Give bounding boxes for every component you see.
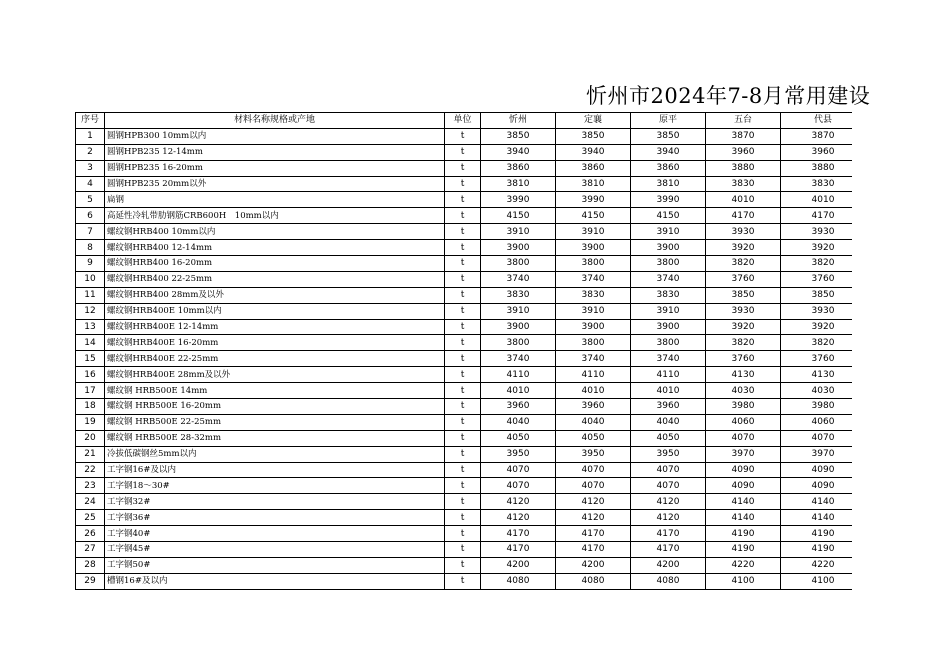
row-price-daixian: 3850 <box>781 287 853 303</box>
row-material-name: 圆钢HPB300 10mm以内 <box>105 128 445 144</box>
row-unit: t <box>445 414 481 430</box>
header-wutai: 五台 <box>706 113 781 129</box>
row-unit: t <box>445 351 481 367</box>
row-unit: t <box>445 319 481 335</box>
row-seq: 22 <box>76 462 105 478</box>
row-price-dingxiang: 4070 <box>556 462 631 478</box>
table-row <box>76 383 853 399</box>
row-seq: 19 <box>76 414 105 430</box>
row-price-yuanping: 4010 <box>631 383 706 399</box>
row-price-dingxiang: 3910 <box>556 303 631 319</box>
row-price-daixian: 4090 <box>781 478 853 494</box>
row-unit: t <box>445 367 481 383</box>
row-price-wutai: 4130 <box>706 367 781 383</box>
table-row <box>76 287 853 303</box>
row-seq: 24 <box>76 494 105 510</box>
row-price-wutai: 3920 <box>706 319 781 335</box>
row-price-xinzhou: 4050 <box>481 430 556 446</box>
row-price-dingxiang: 3900 <box>556 319 631 335</box>
row-price-dingxiang: 3740 <box>556 351 631 367</box>
row-price-yuanping: 4110 <box>631 367 706 383</box>
row-seq: 8 <box>76 240 105 256</box>
row-price-daixian: 3820 <box>781 256 853 272</box>
row-price-dingxiang: 4050 <box>556 430 631 446</box>
row-price-xinzhou: 3910 <box>481 303 556 319</box>
row-price-dingxiang: 3740 <box>556 271 631 287</box>
row-price-yuanping: 3740 <box>631 271 706 287</box>
row-price-wutai: 4190 <box>706 526 781 542</box>
row-price-daixian: 4130 <box>781 367 853 383</box>
table-row <box>76 192 853 208</box>
row-price-xinzhou: 3950 <box>481 446 556 462</box>
table-row <box>76 303 853 319</box>
row-price-wutai: 3980 <box>706 399 781 415</box>
table-row <box>76 446 853 462</box>
row-price-dingxiang: 4120 <box>556 510 631 526</box>
row-material-name: 工字钢50# <box>105 557 445 573</box>
row-price-daixian: 3760 <box>781 271 853 287</box>
row-price-daixian: 4030 <box>781 383 853 399</box>
row-price-xinzhou: 3800 <box>481 256 556 272</box>
row-price-daixian: 3980 <box>781 399 853 415</box>
row-price-yuanping: 4080 <box>631 573 706 589</box>
row-price-wutai: 3820 <box>706 256 781 272</box>
row-seq: 4 <box>76 176 105 192</box>
row-seq: 5 <box>76 192 105 208</box>
row-material-name: 螺纹钢HRB400E 16-20mm <box>105 335 445 351</box>
row-price-wutai: 3960 <box>706 144 781 160</box>
row-material-name: 螺纹钢HRB400 16-20mm <box>105 256 445 272</box>
row-price-xinzhou: 4200 <box>481 557 556 573</box>
row-price-xinzhou: 3910 <box>481 224 556 240</box>
row-price-dingxiang: 3900 <box>556 240 631 256</box>
row-price-daixian: 3960 <box>781 144 853 160</box>
row-material-name: 螺纹钢HRB400E 12-14mm <box>105 319 445 335</box>
table-row <box>76 335 853 351</box>
row-seq: 9 <box>76 256 105 272</box>
row-material-name: 螺纹钢HRB400 12-14mm <box>105 240 445 256</box>
row-price-dingxiang: 3950 <box>556 446 631 462</box>
row-unit: t <box>445 510 481 526</box>
row-price-wutai: 4140 <box>706 494 781 510</box>
header-daixian: 代县 <box>781 113 853 129</box>
row-material-name: 螺纹钢HRB400E 28mm及以外 <box>105 367 445 383</box>
row-price-xinzhou: 4040 <box>481 414 556 430</box>
row-material-name: 圆钢HPB235 16-20mm <box>105 160 445 176</box>
row-price-yuanping: 3990 <box>631 192 706 208</box>
row-price-daixian: 4170 <box>781 208 853 224</box>
row-seq: 28 <box>76 557 105 573</box>
row-price-dingxiang: 4150 <box>556 208 631 224</box>
row-unit: t <box>445 256 481 272</box>
row-price-wutai: 4060 <box>706 414 781 430</box>
table-row <box>76 351 853 367</box>
row-price-xinzhou: 3990 <box>481 192 556 208</box>
table-row <box>76 557 853 573</box>
table-row <box>76 224 853 240</box>
row-price-xinzhou: 3810 <box>481 176 556 192</box>
row-price-yuanping: 3960 <box>631 399 706 415</box>
table-row <box>76 399 853 415</box>
row-price-wutai: 3820 <box>706 335 781 351</box>
row-price-xinzhou: 4150 <box>481 208 556 224</box>
row-price-xinzhou: 3740 <box>481 351 556 367</box>
row-price-wutai: 4170 <box>706 208 781 224</box>
header-unit: 单位 <box>445 113 481 129</box>
row-unit: t <box>445 144 481 160</box>
row-price-dingxiang: 4040 <box>556 414 631 430</box>
row-material-name: 螺纹钢 HRB500E 14mm <box>105 383 445 399</box>
row-price-dingxiang: 3830 <box>556 287 631 303</box>
row-seq: 3 <box>76 160 105 176</box>
row-price-dingxiang: 3940 <box>556 144 631 160</box>
row-material-name: 高延性冷轧带肋钢筋CRB600H 10mm以内 <box>105 208 445 224</box>
row-unit: t <box>445 208 481 224</box>
row-price-wutai: 3830 <box>706 176 781 192</box>
row-price-yuanping: 3850 <box>631 128 706 144</box>
row-seq: 1 <box>76 128 105 144</box>
row-seq: 14 <box>76 335 105 351</box>
row-material-name: 螺纹钢HRB400E 22-25mm <box>105 351 445 367</box>
row-unit: t <box>445 526 481 542</box>
row-price-dingxiang: 4170 <box>556 526 631 542</box>
row-price-daixian: 3930 <box>781 303 853 319</box>
row-price-xinzhou: 4120 <box>481 494 556 510</box>
row-price-yuanping: 4170 <box>631 542 706 558</box>
row-unit: t <box>445 160 481 176</box>
row-material-name: 扁钢 <box>105 192 445 208</box>
row-price-daixian: 4220 <box>781 557 853 573</box>
row-unit: t <box>445 271 481 287</box>
row-material-name: 工字钢18～30# <box>105 478 445 494</box>
row-material-name: 圆钢HPB235 20mm以外 <box>105 176 445 192</box>
row-seq: 11 <box>76 287 105 303</box>
row-price-xinzhou: 3740 <box>481 271 556 287</box>
row-price-wutai: 3880 <box>706 160 781 176</box>
row-seq: 13 <box>76 319 105 335</box>
row-price-daixian: 4060 <box>781 414 853 430</box>
row-price-dingxiang: 3810 <box>556 176 631 192</box>
row-seq: 18 <box>76 399 105 415</box>
row-seq: 21 <box>76 446 105 462</box>
row-price-xinzhou: 3960 <box>481 399 556 415</box>
row-price-daixian: 3880 <box>781 160 853 176</box>
table-row <box>76 542 853 558</box>
row-seq: 25 <box>76 510 105 526</box>
row-price-daixian: 4190 <box>781 542 853 558</box>
row-price-yuanping: 3910 <box>631 224 706 240</box>
row-unit: t <box>445 335 481 351</box>
row-material-name: 螺纹钢HRB400 22-25mm <box>105 271 445 287</box>
row-price-wutai: 4220 <box>706 557 781 573</box>
row-price-yuanping: 4040 <box>631 414 706 430</box>
row-price-daixian: 3920 <box>781 240 853 256</box>
row-price-xinzhou: 4170 <box>481 542 556 558</box>
row-seq: 17 <box>76 383 105 399</box>
table-header-row <box>76 113 853 129</box>
table-row <box>76 510 853 526</box>
row-price-yuanping: 4050 <box>631 430 706 446</box>
row-price-xinzhou: 4170 <box>481 526 556 542</box>
row-unit: t <box>445 494 481 510</box>
row-unit: t <box>445 430 481 446</box>
row-price-yuanping: 3900 <box>631 240 706 256</box>
table-row <box>76 256 853 272</box>
table-body <box>76 128 853 589</box>
row-unit: t <box>445 557 481 573</box>
row-price-yuanping: 4120 <box>631 510 706 526</box>
header-xinzhou: 忻州 <box>481 113 556 129</box>
table-row <box>76 144 853 160</box>
row-price-wutai: 4100 <box>706 573 781 589</box>
row-price-daixian: 3830 <box>781 176 853 192</box>
row-seq: 10 <box>76 271 105 287</box>
row-material-name: 圆钢HPB235 12-14mm <box>105 144 445 160</box>
row-price-yuanping: 3740 <box>631 351 706 367</box>
table-row <box>76 414 853 430</box>
row-price-dingxiang: 3860 <box>556 160 631 176</box>
row-price-wutai: 4140 <box>706 510 781 526</box>
row-price-xinzhou: 4080 <box>481 573 556 589</box>
row-material-name: 螺纹钢 HRB500E 22-25mm <box>105 414 445 430</box>
row-unit: t <box>445 176 481 192</box>
row-material-name: 槽钢16#及以内 <box>105 573 445 589</box>
row-price-yuanping: 4200 <box>631 557 706 573</box>
row-price-wutai: 3850 <box>706 287 781 303</box>
row-seq: 16 <box>76 367 105 383</box>
row-price-xinzhou: 3850 <box>481 128 556 144</box>
table-row <box>76 128 853 144</box>
row-price-daixian: 3930 <box>781 224 853 240</box>
row-material-name: 工字钢16#及以内 <box>105 462 445 478</box>
header-seq: 序号 <box>76 113 105 129</box>
row-price-daixian: 4100 <box>781 573 853 589</box>
table-row <box>76 319 853 335</box>
row-seq: 20 <box>76 430 105 446</box>
row-price-wutai: 4090 <box>706 462 781 478</box>
row-price-wutai: 3920 <box>706 240 781 256</box>
row-price-dingxiang: 4080 <box>556 573 631 589</box>
row-unit: t <box>445 446 481 462</box>
table-row <box>76 367 853 383</box>
row-price-dingxiang: 3990 <box>556 192 631 208</box>
row-price-xinzhou: 4070 <box>481 462 556 478</box>
row-material-name: 螺纹钢 HRB500E 28-32mm <box>105 430 445 446</box>
row-seq: 7 <box>76 224 105 240</box>
header-name: 材料名称规格或产地 <box>105 113 445 129</box>
row-price-xinzhou: 3800 <box>481 335 556 351</box>
row-unit: t <box>445 303 481 319</box>
row-seq: 29 <box>76 573 105 589</box>
row-price-wutai: 4190 <box>706 542 781 558</box>
row-price-daixian: 4070 <box>781 430 853 446</box>
row-material-name: 螺纹钢 HRB500E 16-20mm <box>105 399 445 415</box>
row-price-dingxiang: 4170 <box>556 542 631 558</box>
row-unit: t <box>445 192 481 208</box>
row-price-daixian: 3820 <box>781 335 853 351</box>
row-price-xinzhou: 3860 <box>481 160 556 176</box>
row-price-xinzhou: 4070 <box>481 478 556 494</box>
row-price-dingxiang: 4010 <box>556 383 631 399</box>
row-price-xinzhou: 4120 <box>481 510 556 526</box>
table-row <box>76 240 853 256</box>
row-price-daixian: 3970 <box>781 446 853 462</box>
table-row <box>76 208 853 224</box>
row-unit: t <box>445 462 481 478</box>
table-row <box>76 271 853 287</box>
table-row <box>76 430 853 446</box>
row-price-yuanping: 4150 <box>631 208 706 224</box>
row-price-yuanping: 3860 <box>631 160 706 176</box>
row-price-daixian: 3920 <box>781 319 853 335</box>
row-price-daixian: 4010 <box>781 192 853 208</box>
row-seq: 27 <box>76 542 105 558</box>
row-price-daixian: 4140 <box>781 510 853 526</box>
table-row <box>76 478 853 494</box>
row-price-xinzhou: 3830 <box>481 287 556 303</box>
row-material-name: 工字钢45# <box>105 542 445 558</box>
row-unit: t <box>445 399 481 415</box>
row-material-name: 螺纹钢HRB400 10mm以内 <box>105 224 445 240</box>
row-unit: t <box>445 573 481 589</box>
header-yuanping: 原平 <box>631 113 706 129</box>
row-seq: 26 <box>76 526 105 542</box>
row-price-yuanping: 3800 <box>631 335 706 351</box>
price-table <box>75 112 852 590</box>
row-price-yuanping: 3810 <box>631 176 706 192</box>
row-price-dingxiang: 3850 <box>556 128 631 144</box>
row-price-wutai: 3870 <box>706 128 781 144</box>
row-price-dingxiang: 3800 <box>556 335 631 351</box>
row-price-dingxiang: 3800 <box>556 256 631 272</box>
row-price-yuanping: 3900 <box>631 319 706 335</box>
row-unit: t <box>445 128 481 144</box>
row-price-daixian: 4140 <box>781 494 853 510</box>
row-price-yuanping: 4120 <box>631 494 706 510</box>
row-price-wutai: 4010 <box>706 192 781 208</box>
row-price-dingxiang: 4070 <box>556 478 631 494</box>
row-price-daixian: 4090 <box>781 462 853 478</box>
row-price-yuanping: 4070 <box>631 462 706 478</box>
row-price-dingxiang: 4110 <box>556 367 631 383</box>
row-unit: t <box>445 240 481 256</box>
row-price-dingxiang: 3910 <box>556 224 631 240</box>
row-price-yuanping: 3940 <box>631 144 706 160</box>
row-price-xinzhou: 4010 <box>481 383 556 399</box>
row-price-yuanping: 3910 <box>631 303 706 319</box>
row-price-wutai: 3930 <box>706 303 781 319</box>
table-row <box>76 160 853 176</box>
row-material-name: 冷拔低碳钢丝5mm以内 <box>105 446 445 462</box>
table-row <box>76 462 853 478</box>
row-price-dingxiang: 3960 <box>556 399 631 415</box>
row-seq: 23 <box>76 478 105 494</box>
row-seq: 12 <box>76 303 105 319</box>
row-seq: 15 <box>76 351 105 367</box>
row-price-daixian: 3870 <box>781 128 853 144</box>
row-material-name: 螺纹钢HRB400 28mm及以外 <box>105 287 445 303</box>
table-row <box>76 573 853 589</box>
row-price-yuanping: 4170 <box>631 526 706 542</box>
row-unit: t <box>445 224 481 240</box>
table-row <box>76 494 853 510</box>
row-price-xinzhou: 3900 <box>481 240 556 256</box>
page-title: 忻州市2024年7-8月常用建设 <box>586 84 871 108</box>
table-row <box>76 176 853 192</box>
row-price-wutai: 3760 <box>706 271 781 287</box>
row-unit: t <box>445 287 481 303</box>
row-price-dingxiang: 4120 <box>556 494 631 510</box>
row-price-daixian: 3760 <box>781 351 853 367</box>
row-price-wutai: 4070 <box>706 430 781 446</box>
row-price-wutai: 3760 <box>706 351 781 367</box>
row-price-xinzhou: 4110 <box>481 367 556 383</box>
row-price-wutai: 3970 <box>706 446 781 462</box>
row-unit: t <box>445 542 481 558</box>
row-price-xinzhou: 3940 <box>481 144 556 160</box>
row-seq: 2 <box>76 144 105 160</box>
table-row <box>76 526 853 542</box>
row-price-dingxiang: 4200 <box>556 557 631 573</box>
header-dingxiang: 定襄 <box>556 113 631 129</box>
row-price-yuanping: 3830 <box>631 287 706 303</box>
row-material-name: 工字钢32# <box>105 494 445 510</box>
price-table-container <box>75 112 852 590</box>
row-price-wutai: 4090 <box>706 478 781 494</box>
row-material-name: 工字钢40# <box>105 526 445 542</box>
row-price-daixian: 4190 <box>781 526 853 542</box>
row-unit: t <box>445 383 481 399</box>
row-price-yuanping: 3800 <box>631 256 706 272</box>
row-material-name: 螺纹钢HRB400E 10mm以内 <box>105 303 445 319</box>
row-price-yuanping: 4070 <box>631 478 706 494</box>
row-price-yuanping: 3950 <box>631 446 706 462</box>
row-material-name: 工字钢36# <box>105 510 445 526</box>
row-price-xinzhou: 3900 <box>481 319 556 335</box>
row-unit: t <box>445 478 481 494</box>
row-price-wutai: 4030 <box>706 383 781 399</box>
row-seq: 6 <box>76 208 105 224</box>
row-price-wutai: 3930 <box>706 224 781 240</box>
